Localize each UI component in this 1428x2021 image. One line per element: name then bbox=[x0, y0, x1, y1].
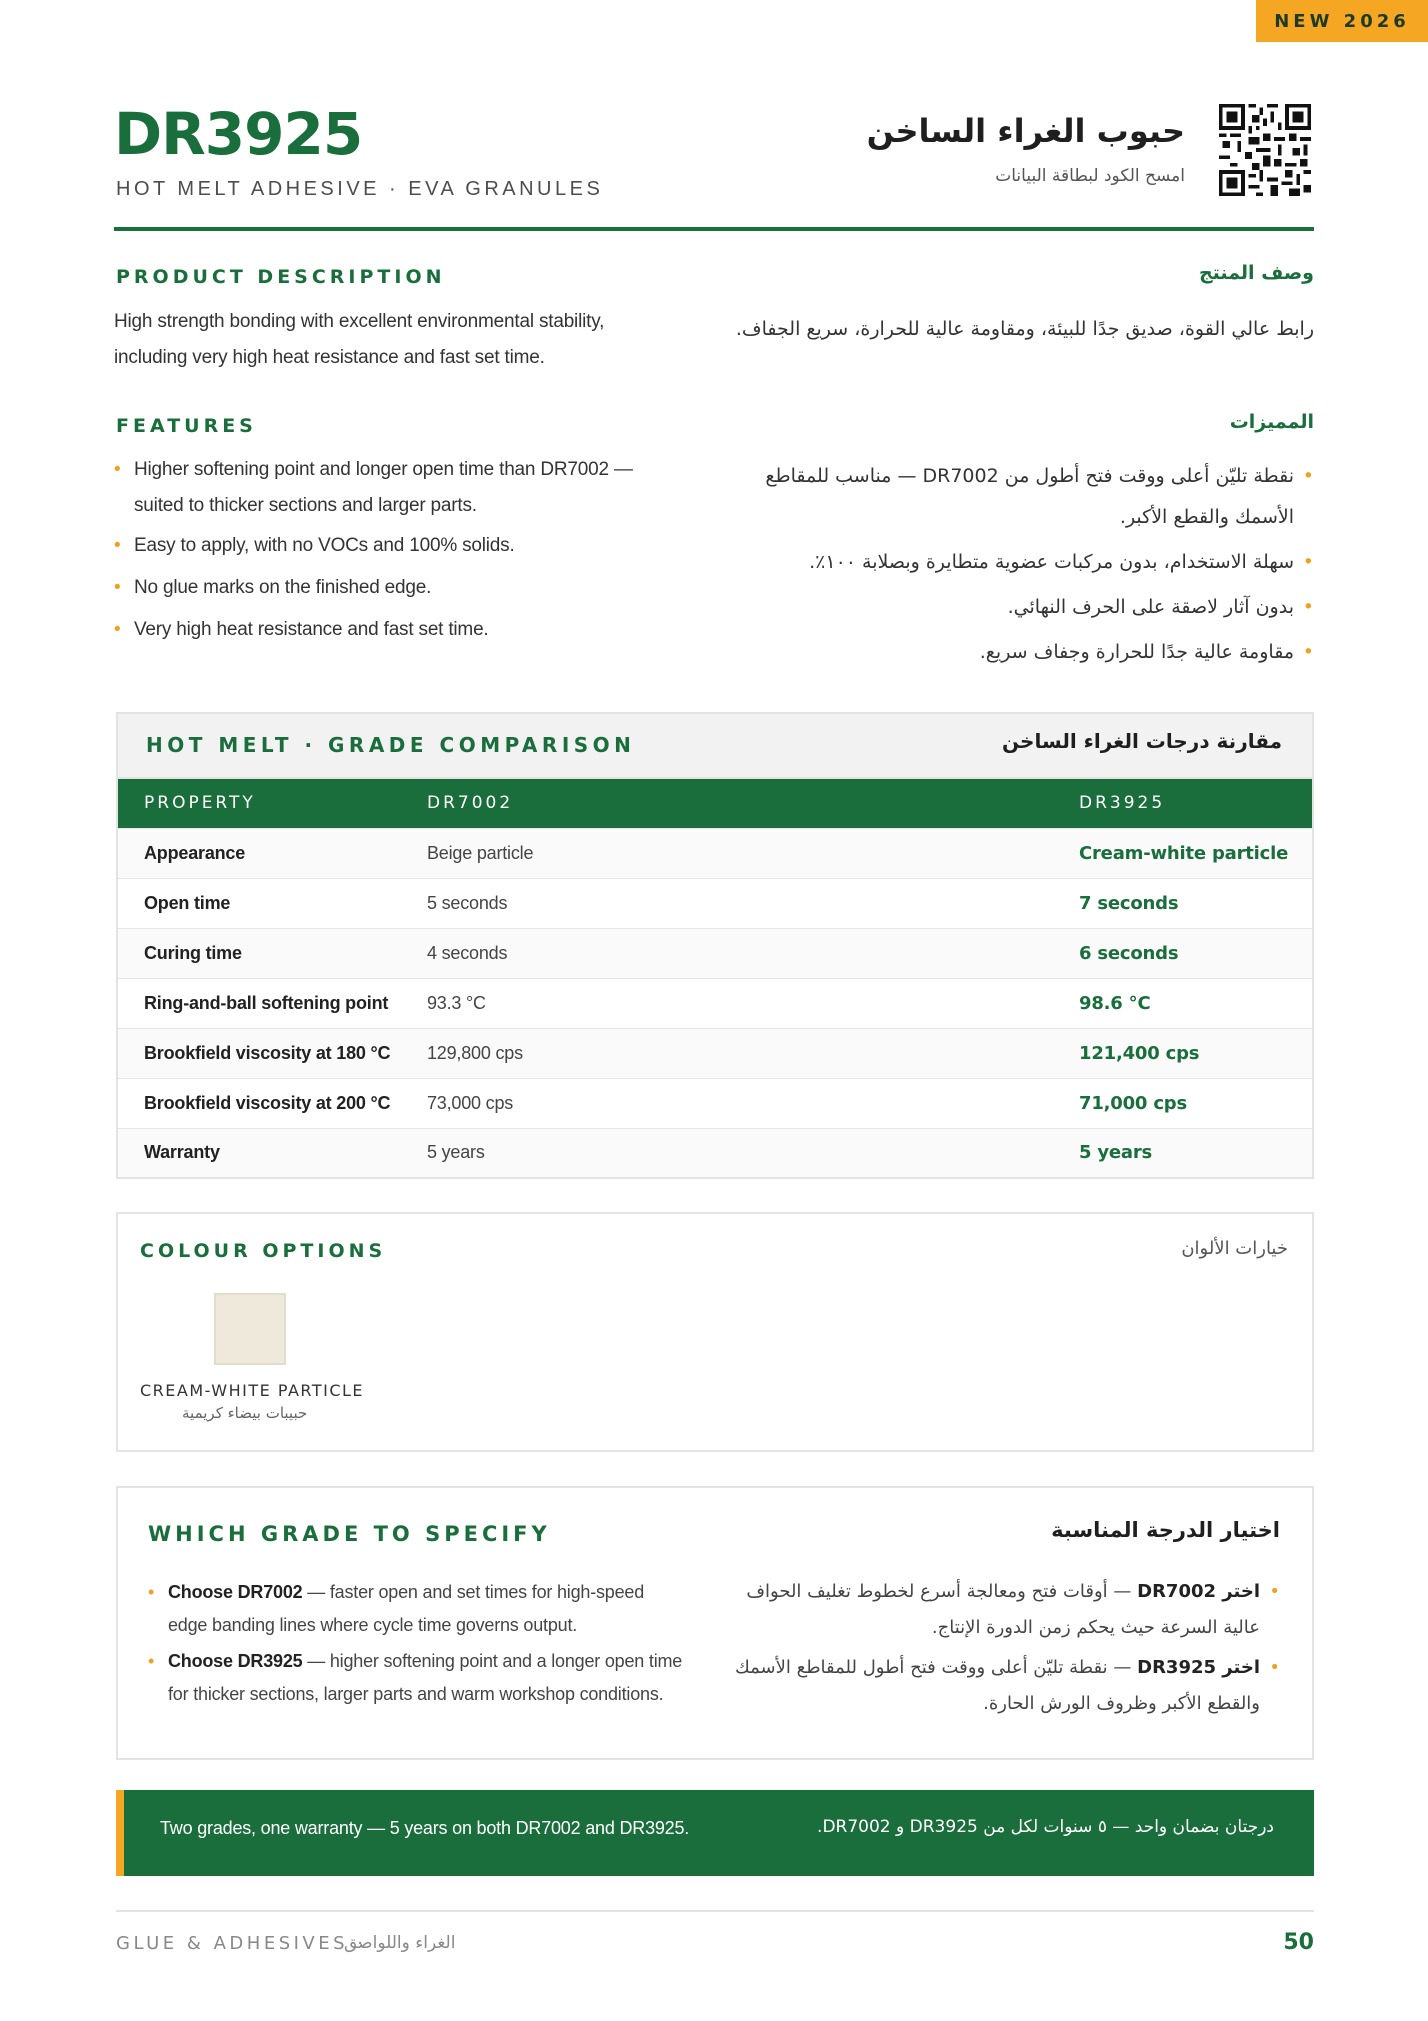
feature-item: • Very high heat resistance and fast set time. bbox=[114, 612, 654, 648]
grade-key-ar: اختر DR7002 bbox=[1137, 1581, 1260, 1602]
comparison-table bbox=[116, 777, 1314, 1179]
comparison-title-ar: مقارنة درجات الغراء الساخن bbox=[1002, 729, 1282, 753]
column-header: PROPERTY bbox=[117, 778, 401, 828]
dr7002-cell: 5 years bbox=[401, 1128, 1053, 1178]
colour-options-heading: COLOUR OPTIONS bbox=[140, 1240, 387, 1262]
dr3925-cell: 7 seconds bbox=[1053, 878, 1313, 928]
table-row bbox=[117, 928, 1313, 978]
grade-text-ar: — نقطة تليّن أعلى ووقت فتح أطول للمقاطع الأسمك والقطع الأكبر وظروف الورش الحارة. bbox=[734, 1657, 1260, 1714]
description-text: High strength bonding with excellent environmental stability, including very high heat resistance and fast set time. bbox=[114, 311, 605, 368]
table-row bbox=[117, 978, 1313, 1028]
features-list-ar bbox=[754, 456, 1314, 673]
table-row bbox=[117, 1078, 1313, 1128]
dr3925-cell: 71,000 cps bbox=[1053, 1078, 1313, 1128]
grade-key-ar: اختر DR3925 bbox=[1137, 1657, 1260, 1678]
grade-list bbox=[148, 1576, 688, 1711]
feature-item: • No glue marks on the finished edge. bbox=[114, 570, 654, 606]
footer-section-ar: الغراء واللواصق bbox=[344, 1933, 456, 1953]
table-row bbox=[117, 878, 1313, 928]
dr3925-cell: 6 seconds bbox=[1053, 928, 1313, 978]
property-cell: Open time bbox=[117, 878, 401, 928]
grade-heading-ar: اختيار الدرجة المناسبة bbox=[1051, 1518, 1280, 1542]
dr3925-cell: Cream-white particle bbox=[1053, 828, 1313, 878]
grade-item-ar bbox=[720, 1574, 1280, 1646]
feature-item-ar: • نقطة تليّن أعلى ووقت فتح أطول من DR7002 — مناسب للمقاطع الأسمك والقطع الأكبر. bbox=[754, 456, 1314, 538]
property-cell: Warranty bbox=[117, 1128, 401, 1178]
grade-item bbox=[148, 1645, 688, 1711]
product-subtitle: HOT MELT ADHESIVE · EVA GRANULES bbox=[116, 178, 604, 200]
feature-item-ar: • سهلة الاستخدام، بدون مركبات عضوية متطايرة وبصلابة ١٠٠٪. bbox=[754, 542, 1314, 583]
dr7002-cell: 5 seconds bbox=[401, 878, 1053, 928]
dr3925-cell: 121,400 cps bbox=[1053, 1028, 1313, 1078]
colour-options-heading-ar: خيارات الألوان bbox=[1181, 1238, 1288, 1259]
grade-list-ar bbox=[720, 1574, 1280, 1722]
dr7002-cell: 93.3 °C bbox=[401, 978, 1053, 1028]
features-heading: FEATURES bbox=[116, 415, 257, 437]
grade-text: — higher softening point and a longer open time for thicker sections, larger parts and warm workshop conditions. bbox=[168, 1651, 683, 1704]
scan-caption-ar: امسح الكود لبطاقة البيانات bbox=[995, 166, 1185, 186]
swatch-label-ar: حبيبات بيضاء كريمية bbox=[182, 1404, 308, 1422]
footer-section: GLUE & ADHESIVES · bbox=[116, 1933, 367, 1954]
table-row bbox=[117, 1028, 1313, 1078]
dr7002-cell: Beige particle bbox=[401, 828, 1053, 878]
features-list bbox=[114, 452, 654, 648]
grade-item-ar bbox=[720, 1650, 1280, 1722]
description-heading-ar: وصف المنتج bbox=[1198, 262, 1314, 284]
grade-text: — faster open and set times for high-speed edge banding lines where cycle time governs output. bbox=[168, 1582, 645, 1635]
dr3925-cell: 5 years bbox=[1053, 1128, 1313, 1178]
feature-item-ar: • مقاومة عالية جدًا للحرارة وجفاف سريع. bbox=[754, 632, 1314, 673]
features-heading-ar: المميزات bbox=[1229, 411, 1314, 433]
grade-heading: WHICH GRADE TO SPECIFY bbox=[148, 1522, 551, 1546]
feature-item: • Easy to apply, with no VOCs and 100% solids. bbox=[114, 528, 654, 564]
grade-key: Choose DR3925 bbox=[168, 1651, 303, 1671]
product-title-ar: حبوب الغراء الساخن bbox=[866, 112, 1185, 150]
footer-divider bbox=[116, 1910, 1314, 1912]
dr7002-cell: 73,000 cps bbox=[401, 1078, 1053, 1128]
property-cell: Brookfield viscosity at 200 °C bbox=[117, 1078, 401, 1128]
dr7002-cell: 4 seconds bbox=[401, 928, 1053, 978]
page-number: 50 bbox=[1283, 1930, 1314, 1955]
table-row bbox=[117, 1128, 1313, 1178]
description-text-ar: رابط عالي القوة، صديق جدًا للبيئة، ومقاومة عالية للحرارة، سريع الجفاف. bbox=[735, 318, 1314, 340]
comparison-title: HOT MELT · GRADE COMPARISON bbox=[146, 733, 636, 757]
property-cell: Appearance bbox=[117, 828, 401, 878]
description-heading: PRODUCT DESCRIPTION bbox=[116, 266, 446, 288]
column-header: DR7002 bbox=[401, 778, 1053, 828]
table-header-row bbox=[117, 778, 1313, 828]
feature-item-ar: • بدون آثار لاصقة على الحرف النهائي. bbox=[754, 587, 1314, 628]
grade-item bbox=[148, 1576, 688, 1642]
swatch-label: CREAM-WHITE PARTICLE bbox=[140, 1381, 365, 1400]
feature-item: • Higher softening point and longer open time than DR7002 — suited to thicker sections and larger parts. bbox=[114, 452, 654, 524]
column-header: DR3925 bbox=[1053, 778, 1313, 828]
header-divider bbox=[114, 227, 1314, 231]
grade-text-ar: — أوقات فتح ومعالجة أسرع لخطوط تغليف الحواف عالية السرعة حيث يحكم زمن الدورة الإنتاج. bbox=[746, 1581, 1260, 1638]
new-badge: NEW 2026 bbox=[1256, 0, 1428, 42]
property-cell: Ring-and-ball softening point bbox=[117, 978, 401, 1028]
colour-swatch-cream-white[interactable] bbox=[214, 1293, 286, 1365]
dr7002-cell: 129,800 cps bbox=[401, 1028, 1053, 1078]
property-cell: Curing time bbox=[117, 928, 401, 978]
property-cell: Brookfield viscosity at 180 °C bbox=[117, 1028, 401, 1078]
qr-code-icon[interactable] bbox=[1219, 104, 1311, 196]
banner-text: Two grades, one warranty — 5 years on both DR7002 and DR3925. bbox=[160, 1818, 690, 1838]
table-row bbox=[117, 828, 1313, 878]
banner-text-ar: درجتان بضمان واحد — ٥ سنوات لكل من DR3925 و DR7002. bbox=[817, 1817, 1274, 1837]
product-code: DR3925 bbox=[114, 100, 363, 168]
grade-key: Choose DR7002 bbox=[168, 1582, 303, 1602]
dr3925-cell: 98.6 °C bbox=[1053, 978, 1313, 1028]
